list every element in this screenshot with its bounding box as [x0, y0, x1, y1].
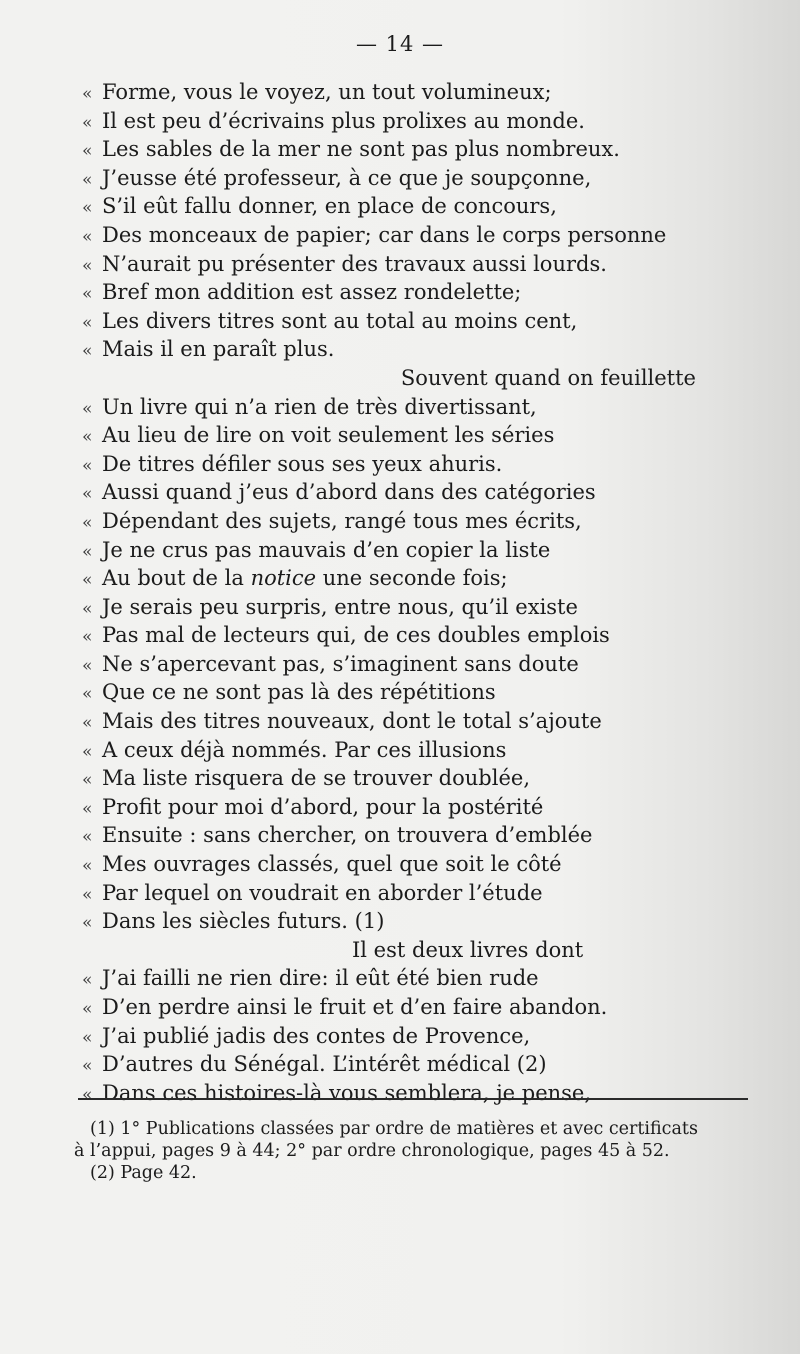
verse-line [82, 964, 722, 993]
verse-line [82, 650, 722, 679]
verse-text: Dépendant des sujets, rangé tous mes écrits, [102, 508, 582, 533]
verse-text: Dans les siècles futurs. (1) [102, 909, 385, 934]
verse-line [82, 879, 722, 908]
guillemet-mark: « [82, 627, 93, 648]
guillemet-mark: « [82, 512, 93, 533]
verse-line [82, 250, 722, 279]
verse-line [82, 307, 722, 336]
verse-line [82, 78, 722, 107]
verse-text: Mais il en paraît plus. [102, 337, 335, 362]
verse-text: J’eusse été professeur, à ce que je soupçonne, [102, 165, 592, 190]
guillemet-mark: « [82, 856, 93, 877]
guillemet-mark: « [82, 255, 93, 276]
guillemet-mark: « [82, 798, 93, 819]
verse-line [82, 278, 722, 307]
guillemet-mark: « [82, 1056, 93, 1077]
guillemet-mark: « [82, 598, 93, 619]
verse-line [82, 135, 722, 164]
verse-text: Que ce ne sont pas là des répétitions [102, 680, 496, 705]
verse-text: Mes ouvrages classés, quel que soit le côté [102, 852, 562, 877]
footnote-1-line-1: (1) 1° Publications classées par ordre de matières et avec certificats [90, 1119, 698, 1139]
verse-line [82, 478, 722, 507]
guillemet-mark: « [82, 655, 93, 676]
guillemet-mark: « [82, 312, 93, 333]
verse-text: J’ai failli ne rien dire: il eût été bien rude [102, 966, 539, 991]
verse-line [82, 1022, 722, 1051]
verse-text: Dans ces histoires-là vous semblera, je pense, [102, 1080, 592, 1105]
guillemet-mark: « [82, 198, 93, 219]
verse-text: Au lieu de lire on voit seulement les séries [102, 423, 555, 448]
guillemet-mark: « [82, 770, 93, 791]
verse-text: Ma liste risquera de se trouver doublée, [102, 766, 530, 791]
verse-text: Aussi quand j’eus d’abord dans des catégories [102, 480, 596, 505]
guillemet-mark: « [82, 541, 93, 562]
verse-text: Ensuite : sans chercher, on trouvera d’emblée [102, 823, 593, 848]
verse-text: Souvent quand on feuillette [400, 365, 696, 390]
guillemet-mark: « [82, 84, 93, 104]
footnote-separator [78, 1098, 748, 1100]
guillemet-mark: « [82, 141, 93, 162]
verse-line [82, 507, 722, 536]
verse-text: Pas mal de lecteurs qui, de ces doubles emplois [102, 623, 610, 648]
footnotes [74, 1118, 764, 1184]
verse-text: Ne s’apercevant pas, s’imaginent sans doute [102, 651, 579, 676]
verse-line [82, 736, 722, 765]
guillemet-mark: « [82, 341, 93, 362]
verse-text: Forme, vous le voyez, un tout volumineux; [102, 80, 552, 104]
verse-line [82, 1050, 722, 1079]
verse-line [82, 993, 722, 1022]
verse-line [82, 821, 722, 850]
verse-text: Mais des titres nouveaux, dont le total s’ajoute [102, 709, 602, 734]
verse-line [82, 793, 722, 822]
guillemet-mark: « [82, 999, 93, 1019]
verse-text: A ceux déjà nommés. Par ces illusions [102, 737, 507, 762]
verse-text: Par lequel on voudrait en aborder l’étude [102, 880, 543, 905]
verse-line [82, 421, 722, 450]
footnote-1-line-2: à l’appui, pages 9 à 44; 2° par ordre chronologique, pages 45 à 52. [74, 1141, 670, 1161]
verse-line [82, 364, 722, 393]
verse-text: Les sables de la mer ne sont pas plus nombreux. [102, 137, 620, 162]
guillemet-mark: « [82, 970, 93, 991]
guillemet-mark: « [82, 455, 93, 476]
verse-line [82, 335, 722, 364]
verse-line [82, 107, 722, 136]
verse-text: Je ne crus pas mauvais d’en copier la liste [102, 537, 551, 562]
verse-text: D’autres du Sénégal. L’intérêt médical (2) [102, 1052, 547, 1077]
verse-text: Un livre qui n’a rien de très divertissant, [102, 394, 537, 419]
verse-text: De titres défiler sous ses yeux ahuris. [102, 451, 503, 476]
verse-text: Les divers titres sont au total au moins cent, [102, 308, 578, 333]
verse-line [82, 621, 722, 650]
verse-text-after: une seconde fois; [316, 566, 508, 591]
verse-line [82, 936, 722, 965]
guillemet-mark: « [82, 1027, 93, 1048]
verse-line [82, 221, 722, 250]
verse-text: Des monceaux de papier; car dans le corps personne [102, 222, 667, 247]
guillemet-mark: « [82, 684, 93, 705]
guillemet-mark: « [82, 169, 93, 190]
guillemet-mark: « [82, 884, 93, 905]
guillemet-mark: « [82, 827, 93, 848]
verse-text: Bref mon addition est assez rondelette; [102, 280, 522, 305]
verse-line [82, 1079, 722, 1108]
guillemet-mark: « [82, 913, 93, 934]
verse-text: D’en perdre ainsi le fruit et d’en faire abandon. [102, 995, 608, 1019]
verse-line [82, 850, 722, 879]
guillemet-mark: « [82, 112, 93, 133]
guillemet-mark: « [82, 484, 93, 505]
verse-text: S’il eût fallu donner, en place de concours, [102, 194, 557, 219]
guillemet-mark: « [82, 427, 93, 448]
verse-line [82, 593, 722, 622]
guillemet-mark: « [82, 570, 93, 591]
verse-italic: notice [250, 566, 317, 591]
guillemet-mark: « [82, 226, 93, 247]
verse-text: Profit pour moi d’abord, pour la postérité [102, 794, 544, 819]
verse-line [82, 164, 722, 193]
verse-text: Il est deux livres dont [352, 937, 584, 962]
guillemet-mark: « [82, 1084, 93, 1105]
verse-text: J’ai publié jadis des contes de Provence, [102, 1023, 531, 1048]
verse-text: N’aurait pu présenter des travaux aussi lourds. [102, 251, 607, 276]
verse-line [82, 707, 722, 736]
guillemet-mark: « [82, 713, 93, 734]
guillemet-mark: « [82, 398, 93, 419]
verse-line [82, 564, 722, 593]
guillemet-mark: « [82, 741, 93, 762]
verse-text: Il est peu d’écrivains plus prolixes au monde. [102, 108, 585, 133]
verse-line [82, 678, 722, 707]
verse-line [82, 450, 722, 479]
footnote-2: (2) Page 42. [90, 1163, 197, 1183]
page-number: — 14 — [355, 32, 445, 56]
verse-line [82, 192, 722, 221]
verse-text: Je serais peu surpris, entre nous, qu’il existe [102, 594, 578, 619]
verse-line [82, 907, 722, 936]
poem-body [82, 78, 722, 1107]
verse-line [82, 393, 722, 422]
guillemet-mark: « [82, 284, 93, 305]
verse-line [82, 536, 722, 565]
verse-text: Au bout de la [102, 566, 251, 591]
verse-line [82, 764, 722, 793]
